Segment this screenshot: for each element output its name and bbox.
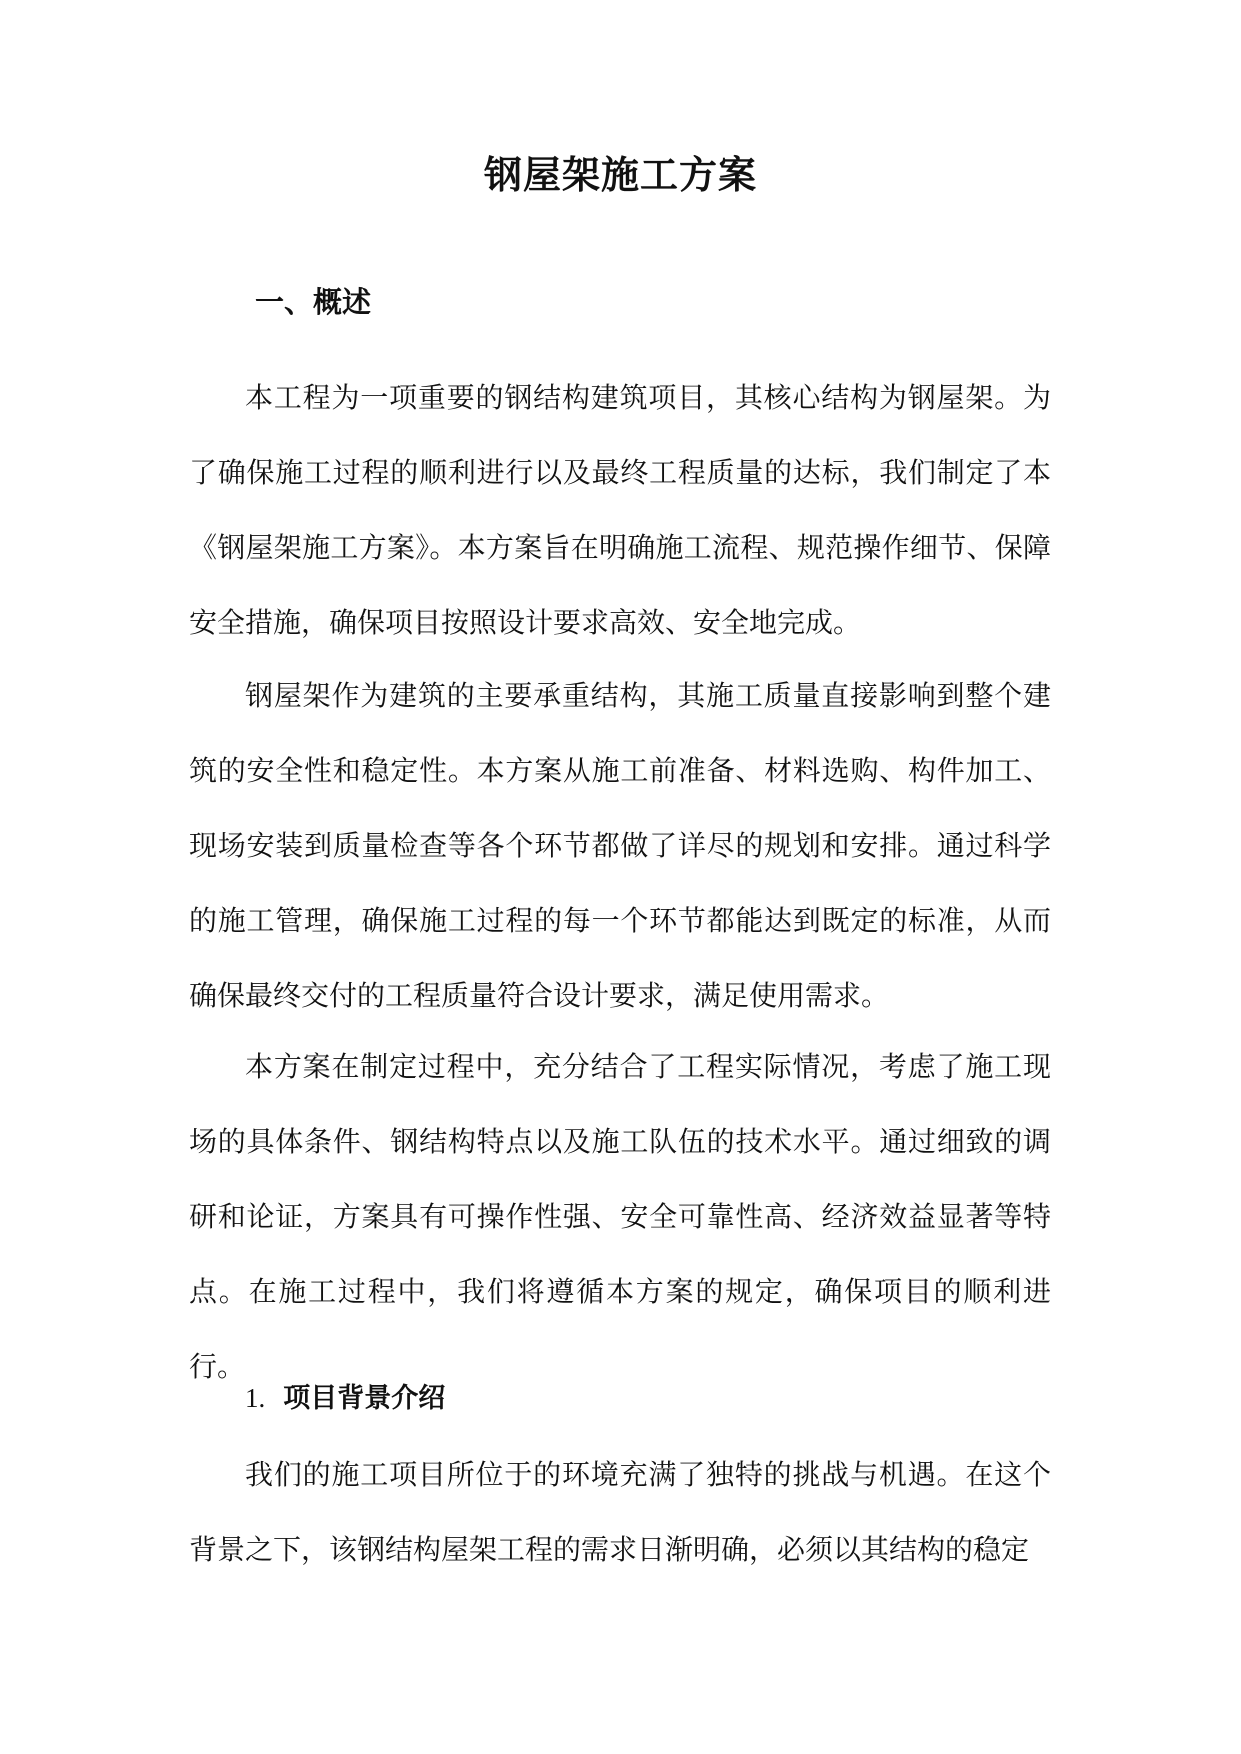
subsection-title: 项目背景介绍 — [283, 1383, 446, 1414]
subsection-heading-project-background — [245, 1378, 445, 1419]
document-title: 钢屋架施工方案 — [483, 152, 757, 197]
section-heading-overview: 一、概述 — [255, 285, 372, 319]
paragraph: 钢屋架作为建筑的主要承重结构，其施工质量直接影响到整个建筑的安全性和稳定性。本方案从施工前准备、材料选购、构件加工、现场安装到质量检查等各个环节都做了详尽的规划和安排。通过科学的施工管理，确保施工过程的每一个环节都能达到既定的标准，从而确保最终交付的工程质量符合设计要求，满足使用需求。 — [189, 679, 1051, 1012]
paragraph: 我们的施工项目所位于的环境充满了独特的挑战与机遇。在这个背景之下，该钢结构屋架工程的需求日渐明确，必须以其结构的稳定 — [189, 1458, 1051, 1566]
paragraph: 本工程为一项重要的钢结构建筑项目，其核心结构为钢屋架。为了确保施工过程的顺利进行以及最终工程质量的达标，我们制定了本《钢屋架施工方案》。本方案旨在明确施工流程、规范操作细节、保障安全措施，确保项目按照设计要求高效、安全地完成。 — [189, 381, 1051, 639]
subsection-number: 1. — [245, 1383, 266, 1413]
paragraph: 本方案在制定过程中，充分结合了工程实际情况，考虑了施工现场的具体条件、钢结构特点以及施工队伍的技术水平。通过细致的调研和论证，方案具有可操作性强、安全可靠性高、经济效益显著等特点。在施工过程中，我们将遵循本方案的规定，确保项目的顺利进行。 — [189, 1050, 1051, 1383]
